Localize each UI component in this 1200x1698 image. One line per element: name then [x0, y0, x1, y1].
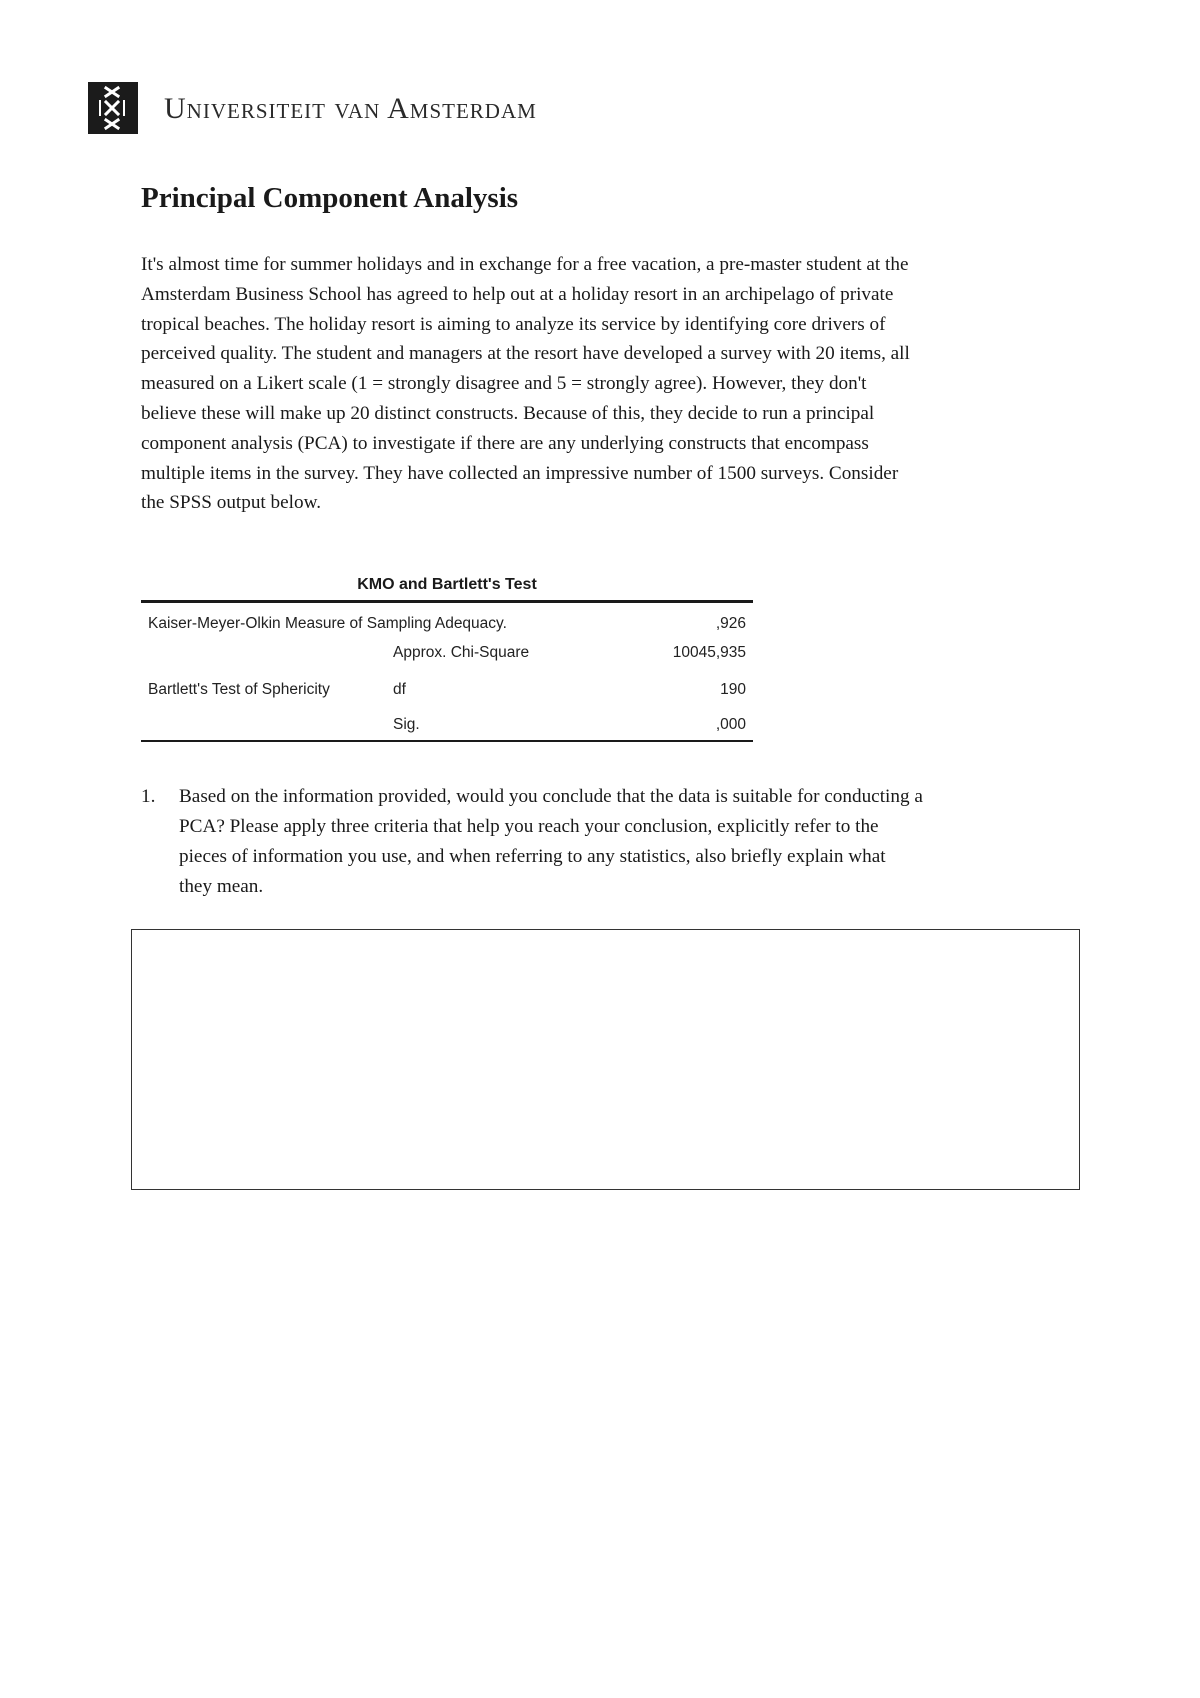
- intro-line: measured on a Likert scale (1 = strongly disagree and 5 = strongly agree). However, they don't: [141, 373, 867, 395]
- university-logo: [88, 82, 537, 134]
- question-line: they mean.: [179, 876, 264, 897]
- sig-value: ,000: [715, 716, 746, 733]
- intro-paragraph: [141, 250, 1071, 518]
- intro-line: the SPSS output below.: [141, 492, 321, 514]
- intro-line: perceived quality. The student and managers at the resort have developed a survey with 20 items, all: [141, 343, 910, 365]
- sig-label: Sig.: [393, 716, 420, 733]
- question-line: Based on the information provided, would you conclude that the data is suitable for conducting a: [179, 786, 923, 807]
- table-top-rule: [141, 600, 753, 603]
- intro-line: It's almost time for summer holidays and in exchange for a free vacation, a pre-master student at the: [141, 254, 909, 275]
- question-line: PCA? Please apply three criteria that help you reach your conclusion, explicitly refer to the: [179, 816, 879, 837]
- table-bottom-rule: [141, 740, 753, 742]
- question-text: [179, 782, 1079, 902]
- kmo-table-title: KMO and Bartlett's Test: [357, 576, 537, 593]
- question-number: 1.: [141, 786, 156, 807]
- intro-line: Amsterdam Business School has agreed to help out at a holiday resort in an archipelago of private: [141, 283, 894, 305]
- uva-crest-icon: [88, 82, 138, 134]
- question-line: pieces of information you use, and when referring to any statistics, also briefly explain what: [179, 846, 886, 867]
- bartlett-label: Bartlett's Test of Sphericity: [148, 681, 330, 698]
- chi-square-value: 10045,935: [672, 644, 746, 661]
- kmo-label: Kaiser-Meyer-Olkin Measure of Sampling Adequacy.: [148, 615, 507, 632]
- answer-box[interactable]: [131, 929, 1080, 1190]
- df-label: df: [393, 681, 406, 698]
- intro-line: multiple items in the survey. They have collected an impressive number of 1500 surveys. Consider: [141, 462, 899, 484]
- page-title: Principal Component Analysis: [141, 182, 519, 214]
- chi-square-label: Approx. Chi-Square: [393, 644, 530, 661]
- df-value: 190: [720, 681, 746, 698]
- intro-line: tropical beaches. The holiday resort is aiming to analyze its service by identifying core drivers of: [141, 313, 886, 335]
- intro-line: believe these will make up 20 distinct constructs. Because of this, they decide to run a principal: [141, 402, 875, 424]
- intro-line: component analysis (PCA) to investigate if there are any underlying constructs that encompass: [141, 432, 869, 454]
- university-name: Universiteit van Amsterdam: [164, 92, 537, 125]
- kmo-value: ,926: [715, 615, 746, 632]
